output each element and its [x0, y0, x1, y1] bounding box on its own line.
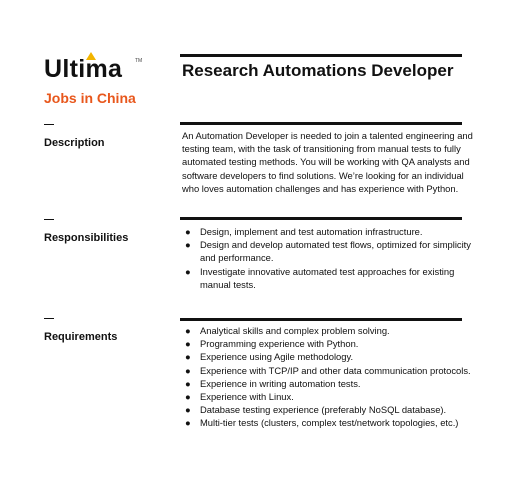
requirements-label: Requirements — [44, 331, 118, 343]
bullet-icon: ● — [185, 226, 191, 237]
list-item-text: Programming experience with Python. — [200, 338, 359, 350]
bullet-icon: ● — [185, 351, 191, 363]
list-item — [182, 350, 482, 363]
responsibilities-rule — [180, 217, 462, 220]
description-text: An Automation Developer is needed to join a talented engineering and testing team, with the task of transitioning from manual tests to fully automated testing methods. You will be working with QA analysts and software developers to find solutions. We’re looking for an individual who loves automation challenges and has experience with Python. — [182, 130, 473, 194]
list-item — [182, 364, 482, 377]
list-item-text: Database testing experience (preferably NoSQL database). — [200, 404, 447, 416]
job-title: Research Automations Developer — [182, 61, 454, 80]
bullet-icon: ● — [185, 338, 191, 350]
requirements-dash — [44, 318, 54, 319]
bullet-icon: ● — [185, 404, 191, 416]
description-dash — [44, 124, 54, 125]
list-item — [182, 324, 482, 337]
list-item-text: Experience with Linux. — [200, 391, 294, 403]
bullet-icon: ● — [185, 391, 191, 403]
list-item — [182, 390, 482, 403]
list-item-text: Analytical skills and complex problem solving. — [200, 325, 390, 336]
list-item-text: Design, implement and test automation infrastructure. — [200, 226, 423, 237]
list-item-text: Investigate innovative automated test approaches for existing manual tests. — [200, 265, 455, 290]
requirements-rule — [180, 318, 462, 321]
list-item — [182, 377, 482, 390]
list-item — [182, 238, 482, 264]
list-item — [182, 337, 482, 350]
requirements-list — [182, 324, 482, 430]
responsibilities-label: Responsibilities — [44, 232, 129, 244]
list-item-text: Experience using Agile methodology. — [200, 351, 354, 363]
bullet-icon: ● — [185, 265, 191, 277]
list-item — [182, 403, 482, 416]
brand-tagline: Jobs in China — [44, 90, 136, 106]
list-item — [182, 416, 482, 429]
description-rule — [180, 122, 462, 125]
list-item-text: Multi-tier tests (clusters, complex test/network topologies, etc.) — [200, 417, 459, 429]
logo-trademark: TM — [135, 58, 143, 64]
title-rule — [180, 54, 462, 57]
description-label: Description — [44, 137, 105, 149]
bullet-icon: ● — [185, 239, 191, 251]
logo-wordmark: Ultima — [44, 55, 123, 83]
bullet-icon: ● — [185, 377, 191, 389]
responsibilities-list — [182, 225, 482, 291]
responsibilities-dash — [44, 219, 54, 220]
logo-triangle-icon — [86, 52, 96, 60]
list-item-text: Design and develop automated test flows, optimized for simplicity and performance. — [200, 239, 471, 264]
bullet-icon: ● — [185, 325, 191, 336]
brand-logo — [44, 52, 144, 86]
list-item — [182, 265, 482, 291]
list-item-text: Experience with TCP/IP and other data communication protocols. — [200, 364, 471, 376]
bullet-icon: ● — [185, 417, 191, 429]
list-item — [182, 225, 482, 238]
list-item-text: Experience in writing automation tests. — [200, 377, 361, 389]
bullet-icon: ● — [185, 364, 191, 376]
